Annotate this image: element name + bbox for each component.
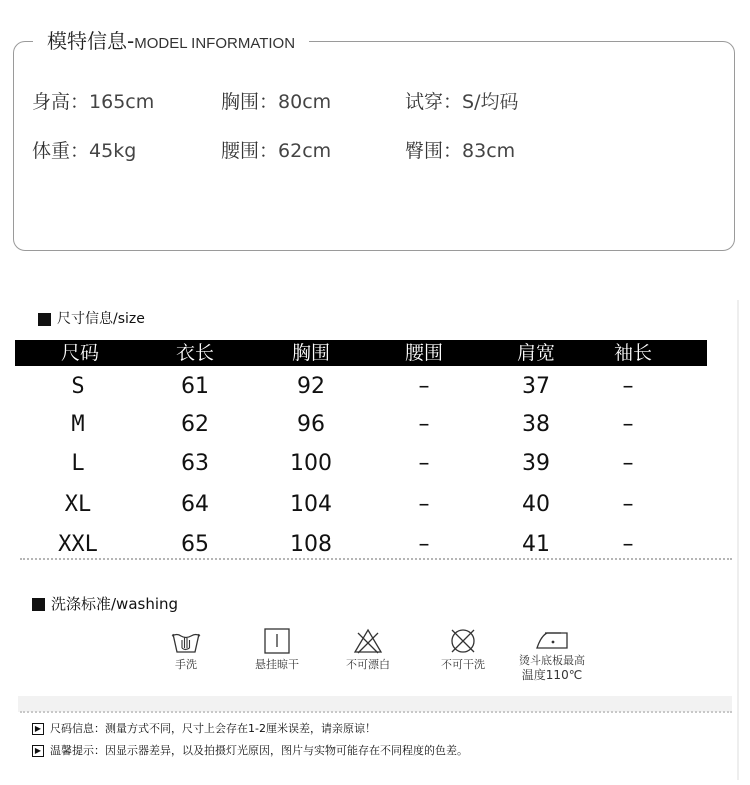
right-edge-line (737, 300, 739, 780)
table-cell: 96 (297, 412, 325, 437)
model-title-en: MODEL INFORMATION (134, 35, 296, 52)
dotted-divider (20, 558, 732, 560)
wash-label: 烫斗底板最高 (519, 654, 585, 667)
header-cell: 尺码 (60, 342, 100, 364)
model-waist (221, 138, 331, 164)
model-height-label: 身高： (32, 91, 90, 113)
table-cell: – (622, 451, 634, 476)
model-hip-value: 83cm (462, 140, 516, 162)
hand-wash-icon (169, 628, 203, 654)
table-row (15, 446, 707, 482)
model-hip-label: 臀围： (405, 140, 463, 162)
wash-label: 不可干洗 (441, 658, 485, 671)
model-weight (32, 138, 136, 164)
hang-dry-icon (264, 628, 290, 654)
table-cell: 92 (297, 374, 325, 399)
model-tryon (405, 89, 518, 115)
model-waist-value: 62cm (278, 140, 332, 162)
size-section-title (38, 310, 145, 328)
table-cell: 108 (290, 532, 332, 557)
size-table-header (15, 340, 707, 366)
table-cell: – (622, 374, 634, 399)
table-cell: 62 (181, 412, 209, 437)
table-cell: 65 (181, 532, 209, 557)
washing-section-title (32, 595, 178, 613)
wash-item-hang-dry (232, 628, 322, 672)
note-size-info (32, 722, 376, 736)
model-bust (221, 89, 331, 115)
no-dry-clean-icon (449, 628, 477, 654)
play-box-icon: ▶ (32, 723, 44, 735)
play-box-icon: ▶ (32, 745, 44, 757)
note-color-tip (32, 744, 468, 758)
iron-icon (535, 628, 569, 650)
model-tryon-value: S/均码 (462, 91, 519, 113)
wash-label: 悬挂晾干 (255, 658, 299, 671)
table-cell: 39 (522, 451, 550, 476)
table-cell: L (71, 451, 85, 476)
wash-label-line2: 温度110℃ (521, 668, 583, 682)
table-cell: 37 (522, 374, 550, 399)
square-bullet-icon (32, 598, 45, 611)
model-bust-label: 胸围： (221, 91, 279, 113)
table-cell: – (418, 451, 430, 476)
wash-item-iron (507, 628, 597, 682)
wash-item-no-bleach (323, 628, 413, 672)
table-cell: 100 (290, 451, 332, 476)
table-cell: S (71, 374, 85, 399)
table-cell: XL (64, 492, 92, 517)
notes-band (18, 696, 732, 712)
model-bust-value: 80cm (278, 91, 332, 113)
table-cell: 104 (290, 492, 332, 517)
table-row (15, 369, 707, 405)
wash-item-hand-wash (141, 628, 231, 672)
header-cell: 胸围 (291, 342, 331, 364)
model-waist-label: 腰围： (221, 140, 279, 162)
table-cell: – (622, 412, 634, 437)
header-cell: 衣长 (175, 342, 215, 364)
table-cell: 40 (522, 492, 550, 517)
model-weight-value: 45kg (89, 140, 137, 162)
table-cell: 61 (181, 374, 209, 399)
table-cell: – (418, 412, 430, 437)
washing-section-title-text: 洗涤标准/washing (51, 595, 179, 613)
model-weight-label: 体重： (32, 140, 90, 162)
table-row (15, 407, 707, 443)
header-cell: 腰围 (404, 342, 444, 364)
table-cell: – (418, 374, 430, 399)
model-height (32, 89, 154, 115)
table-cell: 38 (522, 412, 550, 437)
no-bleach-icon (353, 628, 383, 654)
table-cell: – (418, 492, 430, 517)
table-cell: – (622, 492, 634, 517)
header-cell: 袖长 (613, 342, 653, 364)
wash-label: 不可漂白 (346, 658, 390, 671)
model-hip (405, 138, 515, 164)
dotted-divider (20, 711, 732, 713)
note-text: 温馨提示：因显示器差异，以及拍摄灯光原因，图片与实物可能存在不同程度的色差。 (50, 744, 468, 757)
table-cell: – (622, 532, 634, 557)
square-bullet-icon (38, 313, 51, 326)
table-row (15, 487, 707, 523)
table-cell: 63 (181, 451, 209, 476)
model-info-title (33, 27, 309, 58)
wash-item-no-dry-clean (418, 628, 508, 672)
header-cell: 肩宽 (516, 342, 556, 364)
model-height-value: 165cm (89, 91, 155, 113)
model-tryon-label: 试穿： (405, 91, 463, 113)
table-cell: – (418, 532, 430, 557)
table-cell: M (71, 412, 85, 437)
note-text: 尺码信息：测量方式不同，尺寸上会存在1-2厘米误差，请亲原谅！ (50, 722, 376, 735)
table-cell: 64 (181, 492, 209, 517)
wash-label: 手洗 (175, 658, 197, 671)
table-cell: 41 (522, 532, 550, 557)
table-cell: XXL (58, 532, 98, 557)
model-title-cn: 模特信息- (47, 29, 135, 53)
size-section-title-text: 尺寸信息/size (57, 311, 145, 327)
